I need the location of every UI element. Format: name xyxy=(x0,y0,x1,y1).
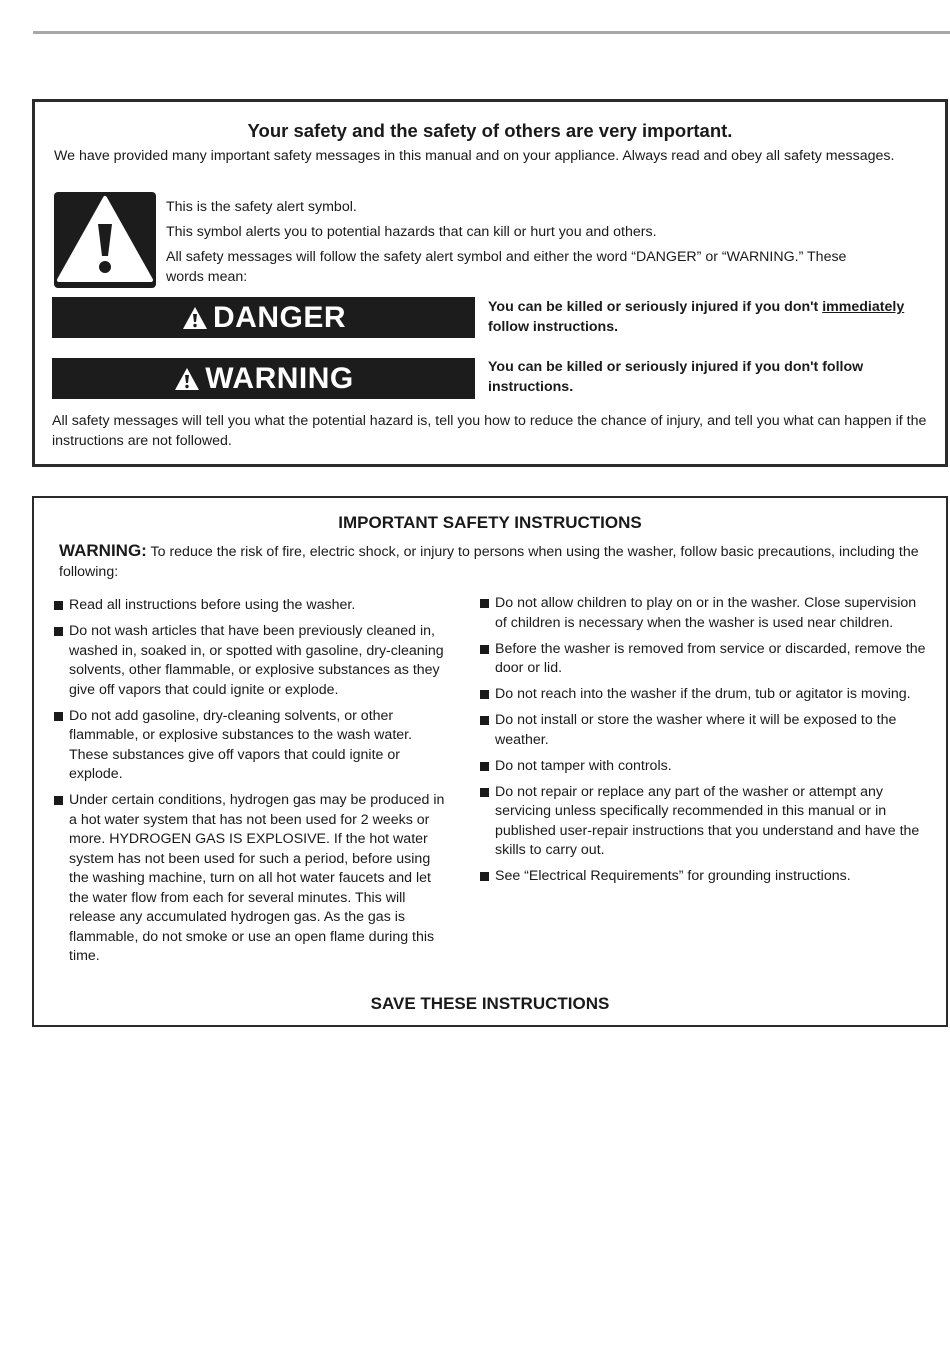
instructions-right-list xyxy=(480,594,930,893)
list-item: Do not add gasoline, dry-cleaning solvents, or other flammable, or explosive substances to the wash water. These substances give off vapors that could ignite or explode. xyxy=(54,707,449,785)
list-item: Do not install or store the washer where it will be exposed to the weather. xyxy=(480,711,930,750)
list-item: Do not wash articles that have been previously cleaned in, washed in, soaked in, or spotted with gasoline, dry-cleaning solvents, other flammable, or explosive substances as they give off vapors that could ignite or explode. xyxy=(54,622,449,700)
danger-signal-banner xyxy=(52,297,475,338)
bullet-square-icon xyxy=(54,796,63,805)
bullet-square-icon xyxy=(480,599,489,608)
bullet-square-icon xyxy=(480,872,489,881)
warning-signal-banner xyxy=(52,358,475,399)
symbol-description-2: This symbol alerts you to potential hazards that can kill or hurt you and others. xyxy=(166,224,657,240)
safety-headline: Your safety and the safety of others are very important. xyxy=(247,120,733,141)
bullet-square-icon xyxy=(480,690,489,699)
instructions-left-list xyxy=(54,596,449,973)
list-item: Read all instructions before using the washer. xyxy=(54,596,449,616)
danger-label: DANGER xyxy=(212,300,346,334)
safety-instructions-box xyxy=(32,496,948,1027)
bullet-square-icon xyxy=(54,627,63,636)
bullet-square-icon xyxy=(480,716,489,725)
safety-closing-text: All safety messages will tell you what the potential hazard is, tell you how to reduce the chance of injury, and tell you what can happen if the instructions are not followed. xyxy=(52,413,927,449)
list-item: Do not tamper with controls. xyxy=(480,757,930,777)
save-instructions-footer: SAVE THESE INSTRUCTIONS xyxy=(370,994,610,1013)
list-item: Do not reach into the washer if the drum, tub or agitator is moving. xyxy=(480,685,930,705)
list-item: Do not repair or replace any part of the washer or attempt any servicing unless specifically recommended in this manual or in published user-repair instructions that you understand and have the skills to carry out. xyxy=(480,783,930,861)
warning-intro: WARNING: To reduce the risk of fire, electric shock, or injury to persons when using the washer, follow basic precautions, including the following: xyxy=(59,541,919,580)
warning-alert-icon xyxy=(173,366,201,392)
bullet-square-icon xyxy=(480,762,489,771)
list-item: See “Electrical Requirements” for grounding instructions. xyxy=(480,867,930,887)
bullet-square-icon xyxy=(480,788,489,797)
safety-intro: We have provided many important safety messages in this manual and on your appliance. Always read and obey all safety messages. xyxy=(54,148,895,164)
symbol-description-1: This is the safety alert symbol. xyxy=(166,199,357,215)
safety-alert-triangle-icon xyxy=(54,192,156,288)
warning-label: WARNING xyxy=(205,361,354,395)
safety-message-box xyxy=(32,99,948,467)
instructions-title: IMPORTANT SAFETY INSTRUCTIONS xyxy=(338,513,642,532)
bullet-square-icon xyxy=(54,712,63,721)
symbol-description-3: All safety messages will follow the safety alert symbol and either the word “DANGER” or “WARNING.” These words mean: xyxy=(166,249,847,285)
list-item: Before the washer is removed from service or discarded, remove the door or lid. xyxy=(480,640,930,679)
danger-description: You can be killed or seriously injured if you don't immediately follow instructions. xyxy=(488,299,905,335)
warning-intro-label: WARNING: xyxy=(59,541,147,560)
bullet-square-icon xyxy=(54,601,63,610)
list-item: Under certain conditions, hydrogen gas may be produced in a hot water system that has not been used for 2 weeks or more. HYDROGEN GAS IS EXPLOSIVE. If the hot water system has not been used for such a period, before using the washing machine, turn on all hot water faucets and let the water flow from each for several minutes. This will release any accumulated hydrogen gas. As the gas is flammable, do not smoke or use an open flame during this time. xyxy=(54,791,449,967)
top-divider xyxy=(33,31,950,34)
danger-alert-icon xyxy=(181,305,209,331)
bullet-square-icon xyxy=(480,645,489,654)
warning-description: You can be killed or seriously injured if you don't follow instructions. xyxy=(488,359,864,395)
list-item: Do not allow children to play on or in the washer. Close supervision of children is necessary when the washer is used near children. xyxy=(480,594,930,633)
